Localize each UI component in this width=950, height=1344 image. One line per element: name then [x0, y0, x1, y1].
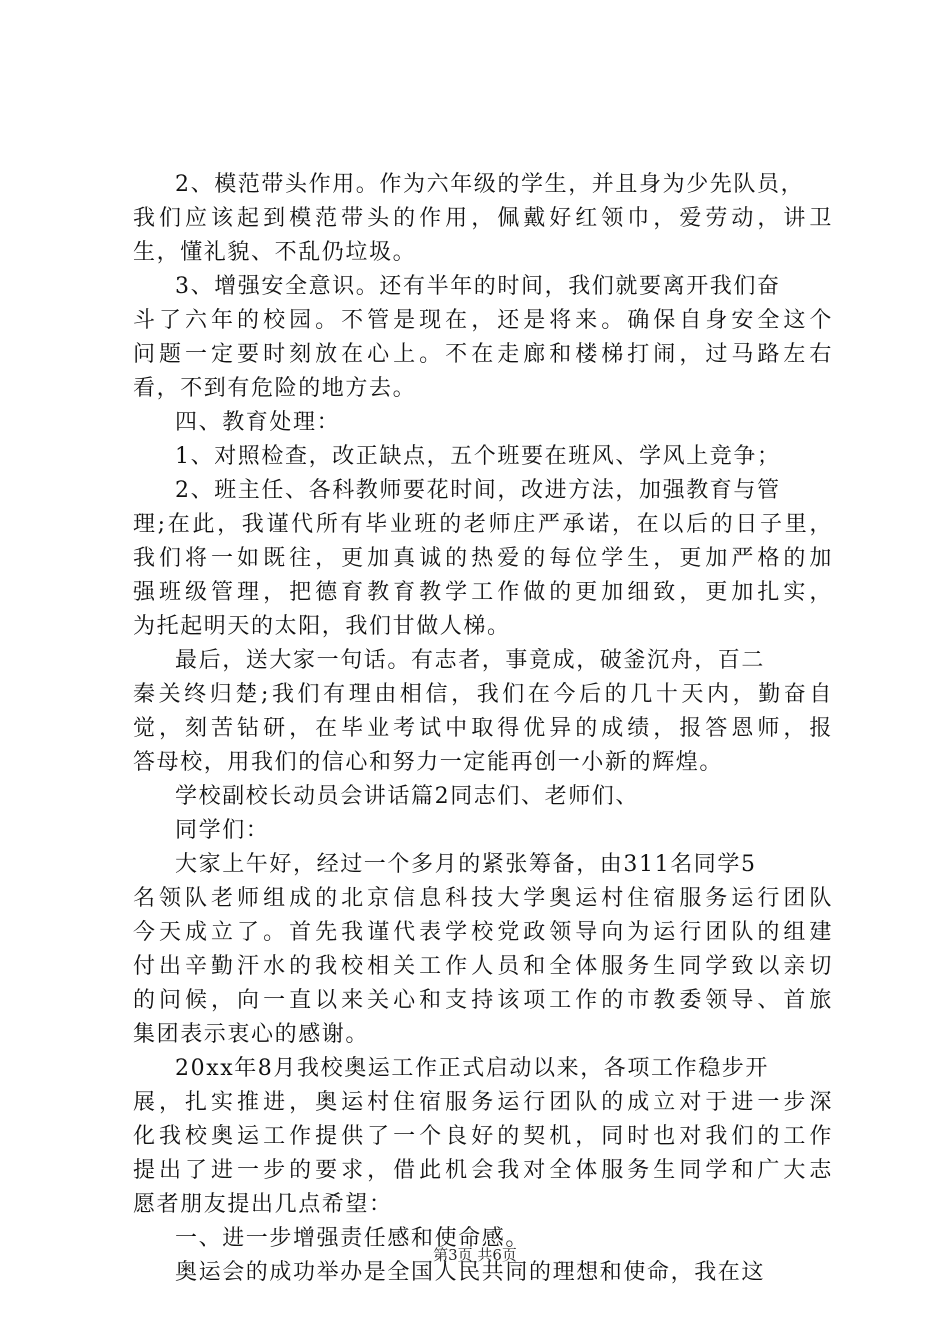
text-line: 生，懂礼貌、不乱仍垃圾。 [133, 240, 417, 265]
text-line: 展，扎实推进，奥运村住宿服务运行团队的成立对于进一步深 [133, 1090, 833, 1115]
text-line: 大家上午好，经过一个多月的紧张筹备，由311名同学5 [175, 852, 757, 877]
text-line: 3、增强安全意识。还有半年的时间，我们就要离开我们奋 [175, 274, 781, 299]
text-line: 强班级管理，把德育教育教学工作做的更加细致，更加扎实， [133, 580, 833, 605]
text-line: 一、进一步增强责任感和使命感。 [175, 1226, 530, 1251]
text-line: 1、对照检查，改正缺点，五个班要在班风、学风上竞争； [175, 444, 781, 469]
text-line: 理;在此，我谨代所有毕业班的老师庄严承诺，在以后的日子里， [133, 512, 833, 537]
text-line: 为托起明天的太阳，我们甘做人梯。 [133, 614, 511, 639]
text-line: 学校副校长动员会讲话篇2同志们、老师们、 [175, 784, 639, 809]
text-line: 最后，送大家一句话。有志者，事竟成，破釜沉舟，百二 [175, 648, 766, 673]
text-line: 的问候，向一直以来关心和支持该项工作的市教委领导、首旅 [133, 988, 833, 1013]
text-line: 集团表示衷心的感谢。 [133, 1022, 370, 1047]
text-line: 我们将一如既往，更加真诚的热爱的每位学生，更加严格的加 [133, 546, 833, 571]
text-line: 觉，刻苦钻研，在毕业考试中取得优异的成绩，报答恩师，报 [133, 716, 833, 741]
text-line: 奥运会的成功举办是全国人民共同的理想和使命，我在这 [175, 1260, 766, 1285]
text-line: 愿者朋友提出几点希望： [133, 1192, 393, 1217]
text-line: 今天成立了。首先我谨代表学校党政领导向为运行团队的组建 [133, 920, 833, 945]
text-line: 问题一定要时刻放在心上。不在走廊和楼梯打闹，过马路左右 [133, 342, 833, 367]
text-line: 同学们： [175, 818, 270, 843]
text-line: 提出了进一步的要求，借此机会我对全体服务生同学和广大志 [133, 1158, 833, 1183]
text-line: 秦关终归楚;我们有理由相信，我们在今后的几十天内，勤奋自 [133, 682, 833, 707]
text-line: 20xx年8月我校奥运工作正式启动以来，各项工作稳步开 [175, 1056, 770, 1081]
text-line: 付出辛勤汗水的我校相关工作人员和全体服务生同学致以亲切 [133, 954, 833, 979]
text-line: 2、模范带头作用。作为六年级的学生，并且身为少先队员， [175, 172, 805, 197]
section-heading: 四、教育处理： [175, 410, 341, 435]
text-line: 看，不到有危险的地方去。 [133, 376, 417, 401]
text-line: 斗了六年的校园。不管是现在，还是将来。确保自身安全这个 [133, 308, 833, 333]
text-line: 我们应该起到模范带头的作用，佩戴好红领巾，爱劳动，讲卫 [133, 206, 833, 231]
text-line: 答母校，用我们的信心和努力一定能再创一小新的辉煌。 [133, 750, 724, 775]
text-line: 化我校奥运工作提供了一个良好的契机，同时也对我们的工作 [133, 1124, 833, 1149]
page-footer: 第3页 共6页 [433, 1246, 517, 1264]
text-line: 名领队老师组成的北京信息科技大学奥运村住宿服务运行团队 [133, 886, 833, 911]
text-line: 2、班主任、各科教师要花时间，改进方法，加强教育与管 [175, 478, 781, 503]
